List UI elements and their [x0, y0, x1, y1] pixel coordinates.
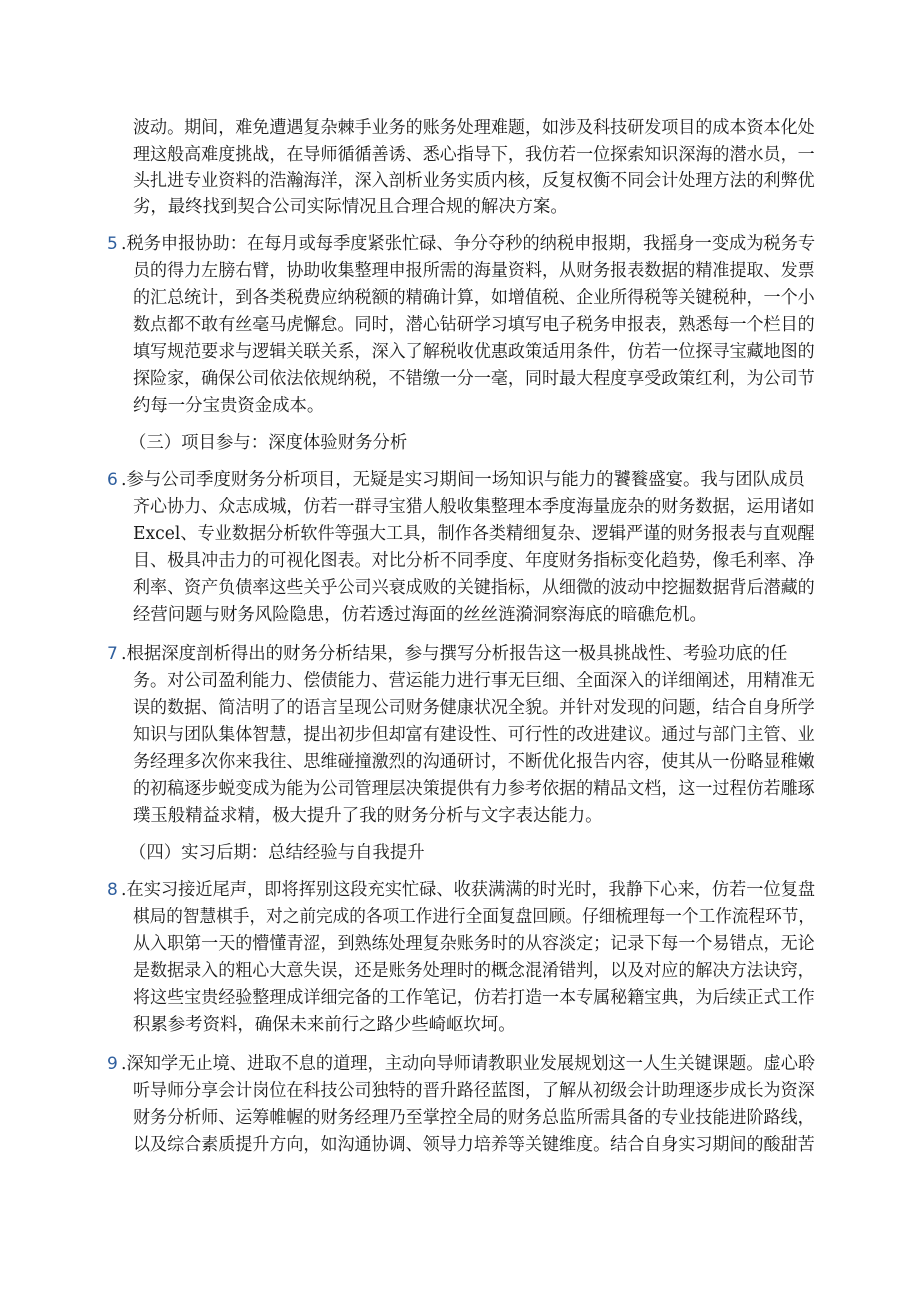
item-line: 误的数据、简洁明了的语言呈现公司财务健康状况全貌。并针对发现的问题，结合自身所学 — [133, 698, 815, 718]
item-line: 将这些宝贵经验整理成详细完备的工作笔记，仿若打造一本专属秘籍宝典，为后续正式工作 — [133, 988, 815, 1008]
item-line: 员的得力左膀右臂，协助收集整理申报所需的海量资料，从财务报表数据的精准提取、发票 — [133, 261, 815, 281]
item-number: 9 — [107, 1054, 118, 1074]
item-line: 是数据录入的粗心大意失误，还是账务处理时的概念混淆错判，以及对应的解决方法诀窍， — [133, 961, 815, 981]
continuation-line: 头扎进专业资料的浩瀚海洋，深入剖析业务实质内核，反复权衡不同会计处理方法的利弊优 — [133, 171, 815, 191]
item-line: 财务分析师、运筹帷幄的财务经理乃至掌控全局的财务总监所需具备的专业技能进阶路线， — [133, 1108, 815, 1128]
item-line: 探险家，确保公司依法依规纳税，不错缴一分一毫，同时最大程度享受政策红利，为公司节 — [133, 369, 815, 389]
continuation-line: 理这般高难度挑战，在导师循循善诱、悉心指导下，我仿若一位探索知识深海的潜水员，一 — [133, 145, 815, 165]
item-number: 6 — [107, 470, 118, 490]
item-line: 的初稿逐步蜕变成为能为公司管理层决策提供有力参考依据的精品文档，这一过程仿若雕琢 — [133, 779, 815, 799]
item-line: 目、极具冲击力的可视化图表。对比分析不同季度、年度财务指标变化趋势，像毛利率、净 — [133, 551, 815, 571]
item-number: 8 — [107, 880, 118, 900]
item-line: .根据深度剖析得出的财务分析结果，参与撰写分析报告这一极具挑战性、考验功底的任 — [121, 644, 788, 664]
item-number: 7 — [107, 644, 118, 664]
item-line: 棋局的智慧棋手，对之前完成的各项工作进行全面复盘回顾。仔细梳理每一个工作流程环节， — [133, 907, 816, 927]
item-line: 务。对公司盈利能力、偿债能力、营运能力进行事无巨细、全面深入的详细阐述，用精准无 — [133, 671, 815, 691]
item-line: 经营问题与财务风险隐患，仿若透过海面的丝丝涟漪洞察海底的暗礁危机。 — [133, 605, 707, 625]
item-line: 璞玉般精益求精，极大提升了我的财务分析与文字表达能力。 — [133, 806, 603, 826]
item-line: 的汇总统计，到各类税费应纳税额的精确计算，如增值税、企业所得税等关键税种，一个小 — [133, 288, 815, 308]
item-line: 齐心协力、众志成城，仿若一群寻宝猎人般收集整理本季度海量庞杂的财务数据，运用诸如 — [133, 497, 815, 517]
item-line: 填写规范要求与逻辑关联关系，深入了解税收优惠政策适用条件，仿若一位探寻宝藏地图的 — [133, 342, 815, 362]
item-line: 从入职第一天的懵懂青涩，到熟练处理复杂账务时的从容淡定；记录下每一个易错点，无论 — [133, 934, 815, 954]
item-line: 务经理多次你来我往、思维碰撞激烈的沟通研讨，不断优化报告内容，使其从一份略显稚嫩 — [133, 752, 815, 772]
item-line: .深知学无止境、进取不息的道理，主动向导师请教职业发展规划这一人生关键课题。虚心聆 — [121, 1054, 816, 1074]
item-line: 利率、资产负债率这些关乎公司兴衰成败的关键指标，从细微的波动中挖掘数据背后潜藏的 — [133, 578, 815, 598]
item-line: .参与公司季度财务分析项目，无疑是实习期间一场知识与能力的饕餮盛宴。我与团队成员 — [121, 470, 805, 490]
continuation-line: 波动。期间，难免遭遇复杂棘手业务的账务处理难题，如涉及科技研发项目的成本资本化处 — [133, 118, 815, 138]
item-line: 听导师分享会计岗位在科技公司独特的晋升路径蓝图，了解从初级会计助理逐步成长为资深 — [133, 1081, 815, 1101]
section-heading: （三）项目参与：深度体验财务分析 — [129, 433, 408, 453]
item-line: 知识与团队集体智慧，提出初步但却富有建设性、可行性的改进建议。通过与部门主管、业 — [133, 725, 815, 745]
item-number: 5 — [107, 234, 118, 254]
item-line: 积累参考资料，确保未来前行之路少些崎岖坎坷。 — [133, 1015, 516, 1035]
item-line: .在实习接近尾声，即将挥别这段充实忙碌、收获满满的时光时，我静下心来，仿若一位复盘 — [121, 880, 816, 900]
continuation-line: 劣，最终找到契合公司实际情况且合理合规的解决方案。 — [133, 197, 568, 217]
item-line: 以及综合素质提升方向，如沟通协调、领导力培养等关键维度。结合自身实习期间的酸甜苦 — [133, 1135, 815, 1155]
item-line: Excel、专业数据分析软件等强大工具，制作各类精细复杂、逻辑严谨的财务报表与直观醒 — [133, 524, 815, 544]
item-line: 数点都不敢有丝毫马虎懈怠。同时，潜心钻研学习填写电子税务申报表，熟悉每一个栏目的 — [133, 315, 815, 335]
item-line: .税务申报协助：在每月或每季度紧张忙碌、争分夺秒的纳税申报期，我摇身一变成为税务专 — [121, 234, 816, 254]
item-line: 约每一分宝贵资金成本。 — [133, 396, 325, 416]
section-heading: （四）实习后期：总结经验与自我提升 — [129, 843, 425, 863]
